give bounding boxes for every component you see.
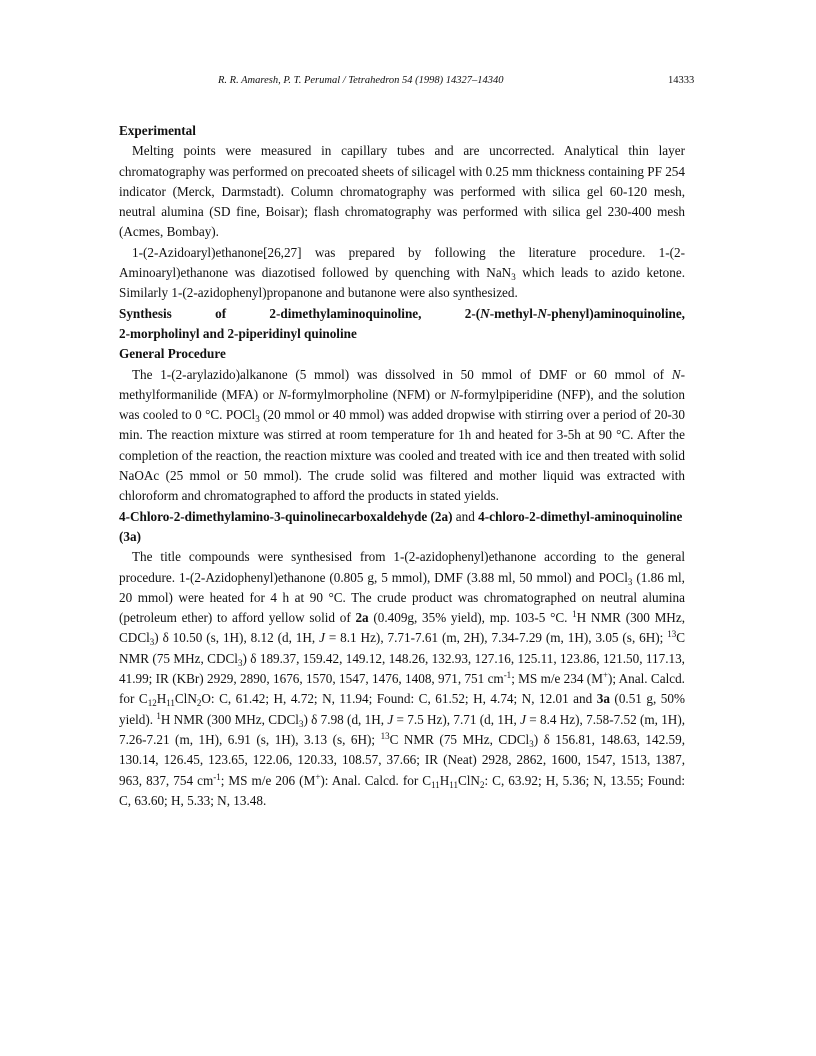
text-run: and: [452, 508, 479, 524]
subscript: 11: [431, 779, 440, 790]
experimental-paragraph-1: Melting points were measured in capillary tubes and are uncorrected. Analytical thin layer chromatography was performed on precoated sheets of silicagel with 0.25 mm thickness containing PF 254 indicator (Merck, Darmstadt). Column chromatography was performed with silica gel 60-120 mesh, neutral alumina (SD fine, Boisar); flash chromatography was performed with silica gel 230-400 mesh (Acmes, Bombay).: [119, 143, 685, 240]
italic-run: N: [537, 305, 547, 321]
experimental-paragraph-2: [119, 243, 685, 304]
superscript: +: [315, 771, 321, 782]
text-run: 4-chloro-2-dimethyl-aminoquinoline (3a): [119, 508, 683, 544]
subscript: 3: [511, 272, 516, 283]
subscript: 11: [449, 779, 458, 790]
text-run: C NMR (75 MHz, CDCl: [119, 630, 685, 666]
subscript: 3: [627, 576, 633, 587]
heading-word: [465, 304, 685, 324]
superscript: -1: [503, 670, 512, 681]
text-run: ) δ 10.50 (s, 1H), 8.12 (d, 1H,: [154, 630, 320, 646]
text-run: H NMR (300 MHz, CDCl: [160, 711, 299, 727]
text-run: (0.51 g, 50% yield).: [119, 691, 685, 727]
general-procedure-paragraph: [119, 365, 685, 507]
text-run: H: [156, 691, 167, 707]
superscript: 13: [667, 629, 677, 640]
text-run: -methyl-: [489, 305, 538, 321]
text-run: The title compounds were synthesised from 1-(2-azidophenyl)ethanone according to the general procedure. 1-(2-Azidophenyl)ethanone (0.805 g, 5 mmol), DMF (3.88 ml, 50 mmol) and POCl: [119, 549, 685, 585]
experimental-heading: Experimental: [119, 123, 196, 138]
italic-run: N: [480, 305, 490, 321]
italic-run: N: [671, 366, 681, 382]
compound-label: 3a: [596, 691, 610, 707]
article-body: [119, 121, 685, 811]
text-run: ClN: [457, 772, 480, 788]
text-run: ): Anal. Calcd. for C: [320, 772, 432, 788]
superscript: +: [602, 670, 608, 681]
text-run: ); Anal. Calcd. for C: [119, 671, 685, 707]
text-run: ) δ 7.98 (d, 1H,: [303, 711, 388, 727]
page-number: 14333: [668, 75, 695, 86]
text-run: 2-(: [464, 305, 481, 321]
text-run: C NMR (75 MHz, CDCl: [389, 731, 530, 747]
subscript: 3: [237, 657, 243, 668]
text-run: (1.86 ml, 20 mmol) were heated for 4 h at 90 °C. The crude product was chromatographed on neutral alumina (petroleum ether) to afford yellow solid of: [119, 569, 685, 626]
superscript: 1: [572, 609, 577, 620]
heading-word: 2-dimethylaminoquinoline,: [269, 305, 422, 321]
text-run: : C, 63.92; H, 5.36; N, 13.55; Found: C, 63.60; H, 5.33; N, 13.48.: [119, 772, 685, 808]
text-run: (0.409g, 35% yield), mp. 103-5 °C.: [368, 610, 573, 626]
text-run: ClN: [174, 691, 197, 707]
text-run: ) δ 189.37, 159.42, 149.12, 148.26, 132.93, 127.16, 125.11, 123.86, 121.50, 117.13, 41.99; IR (KBr) 2929, 2890, 1676, 1570, 1547, 1476, 1408, 971, 751 cm: [119, 650, 685, 687]
text-run: -formylpiperidine (NFP), and the solution was cooled to 0 °C. POCl: [119, 386, 685, 423]
italic-run: N: [278, 386, 288, 402]
text-run: (20 mmol or 40 mmol) was added dropwise with stirring over a period of 20-30 min. The reaction mixture was stirred at room temperature for 1h and heated for 3-5h at 90 °C. After the completion of the reaction, the reaction mixture was cooled and treated with ice and then treated with solid NaOAc (25 mmol or 50 mmol). The crude solid was filtered and mother liquid was extracted with chloroform and chromatographed to afford the products in stated yields.: [119, 407, 685, 504]
italic-run: J: [319, 630, 325, 646]
running-title: R. R. Amaresh, P. T. Perumal / Tetrahedron 54 (1998) 14327–14340: [218, 75, 504, 86]
text-run: 4-Chloro-2-dimethylamino-3-quinolinecarboxaldehyde (2a): [119, 508, 453, 524]
text-run: ) δ 156.81, 148.63, 142.59, 130.14, 126.45, 123.65, 122.06, 120.33, 108.57, 37.66; IR (Neat) 2928, 2862, 1600, 1547, 1513, 1387, 963, 837, 754 cm: [119, 731, 685, 788]
subscript: 12: [147, 698, 157, 709]
compound-label: 2a: [355, 610, 369, 626]
text-run: O: C, 61.42; H, 4.72; N, 11.94; Found: C, 61.52; H, 4.74; N, 12.01 and: [201, 691, 597, 707]
text-run: = 7.5 Hz), 7.71 (d, 1H,: [393, 711, 521, 727]
superscript: -1: [213, 771, 221, 782]
subscript: 3: [255, 414, 260, 425]
text-run: ; MS m/e 206 (M: [220, 772, 316, 788]
superscript: 13: [380, 730, 390, 741]
subscript: 2: [479, 779, 485, 790]
synthesis-heading: [119, 304, 685, 324]
compound-paragraph: [119, 547, 685, 811]
italic-run: J: [520, 711, 526, 727]
text-run: ; MS m/e 234 (M: [511, 671, 603, 687]
subscript: 11: [166, 698, 175, 709]
italic-run: J: [387, 711, 394, 727]
text-run: -formylmorpholine (NFM) or: [287, 386, 451, 402]
general-procedure-heading: General Procedure: [119, 346, 226, 362]
heading-word: of: [215, 305, 227, 321]
text-run: H: [439, 772, 450, 788]
text-run: 1-(2-Azidoaryl)ethanone[26,27] was prepared by following the literature procedure. 1-(2-Aminoaryl)ethanone was diazotised followed by quenching with NaN: [119, 244, 685, 281]
text-run: = 8.4 Hz), 7.58-7.52 (m, 1H), 7.26-7.21 (m, 1H), 6.91 (s, 1H), 3.13 (s, 6H);: [119, 711, 686, 747]
text-run: = 8.1 Hz), 7.71-7.61 (m, 2H), 7.34-7.29 (m, 1H), 3.05 (s, 6H);: [324, 630, 668, 646]
subscript: 2: [196, 698, 202, 709]
text-run: which leads to azido ketone. Similarly 1-(2-azidophenyl)propanone and butanone were also synthesized.: [119, 265, 685, 301]
subscript: 3: [529, 738, 534, 749]
compound-heading: [119, 507, 685, 548]
synthesis-heading-line-2: 2-morpholinyl and 2-piperidinyl quinoline: [119, 325, 357, 341]
text-run: The 1-(2-arylazido)alkanone (5 mmol) was dissolved in 50 mmol of DMF or 60 mmol of: [132, 366, 672, 382]
text-run: -methylformanilide (MFA) or: [119, 366, 685, 402]
heading-word: Synthesis: [119, 305, 172, 321]
subscript: 3: [149, 637, 155, 648]
text-run: -phenyl)aminoquinoline,: [546, 305, 685, 321]
superscript: 1: [156, 710, 161, 721]
text-run: H NMR (300 MHz, CDCl: [119, 610, 685, 646]
italic-run: N: [450, 386, 460, 402]
subscript: 3: [298, 718, 304, 729]
